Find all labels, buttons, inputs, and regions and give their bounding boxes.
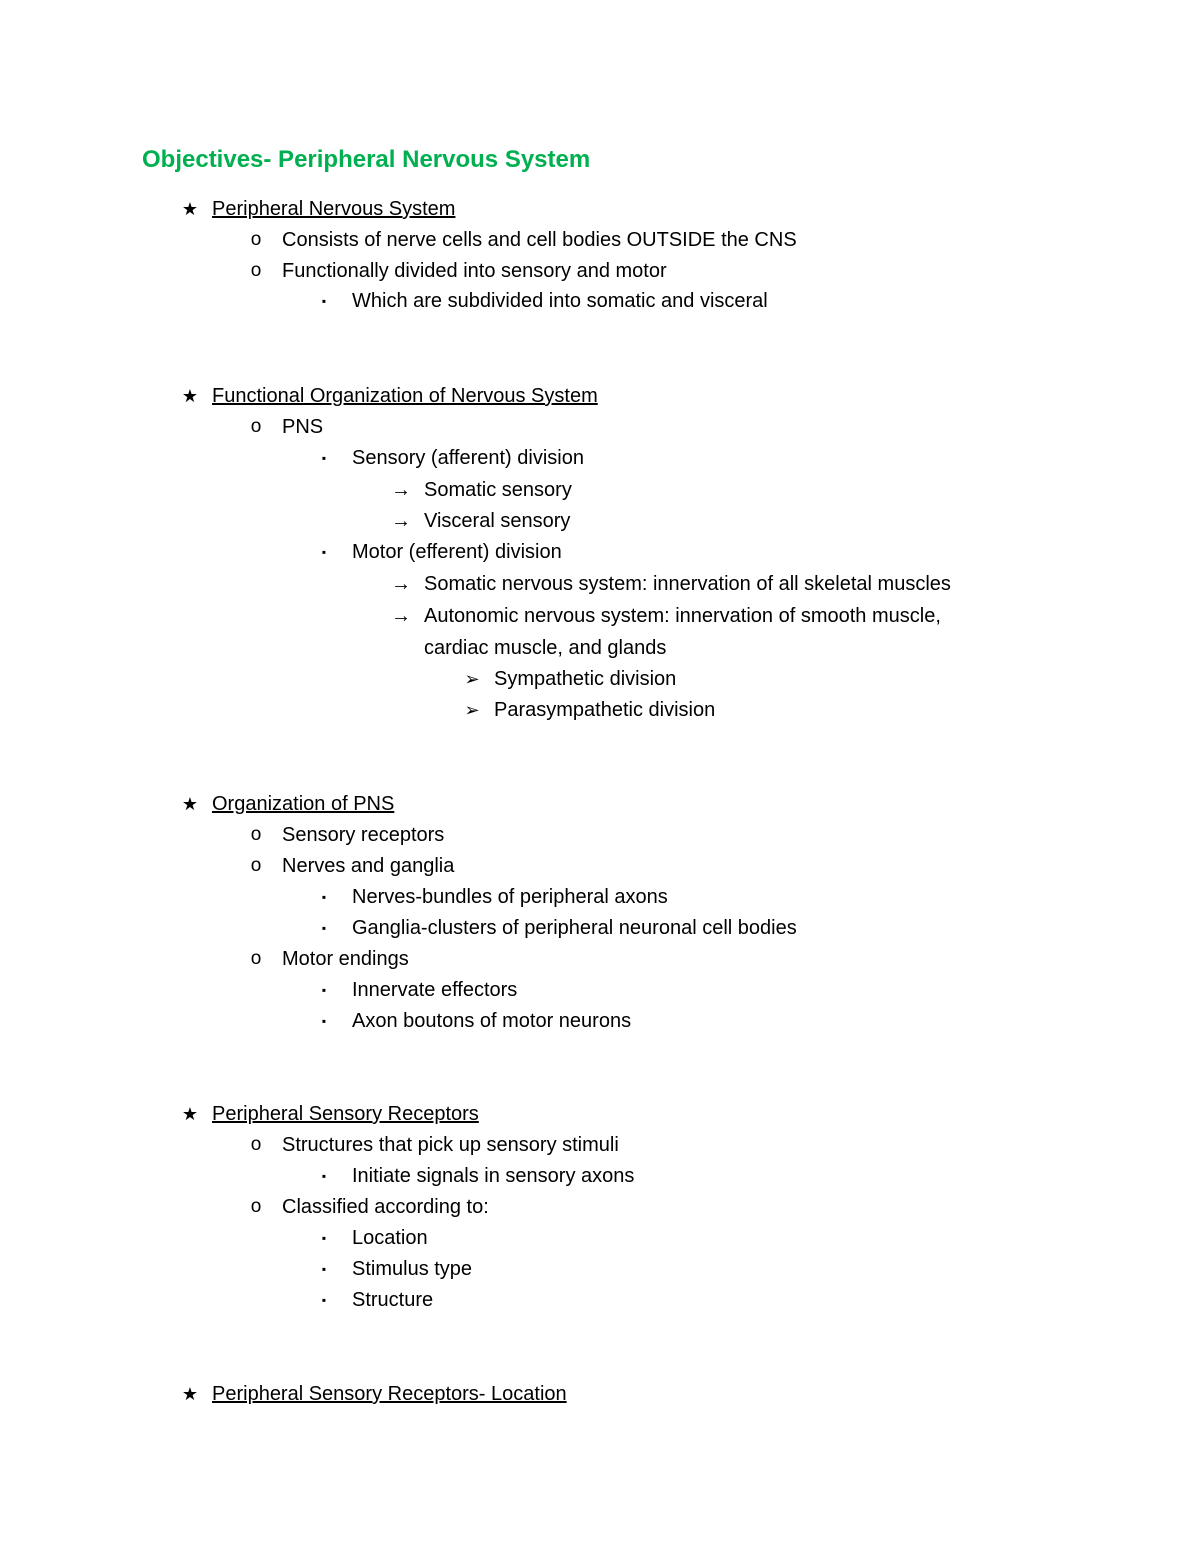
circle-bullet-icon: o xyxy=(250,824,262,845)
circle-bullet-icon: o xyxy=(250,229,262,250)
star-bullet-icon: ★ xyxy=(181,199,199,219)
chevron-bullet-icon: ➢ xyxy=(464,700,480,720)
circle-bullet-icon: o xyxy=(250,948,262,969)
square-bullet-icon: ▪ xyxy=(321,1262,327,1276)
arrow-bullet-icon: → xyxy=(391,479,411,501)
star-bullet-icon: ★ xyxy=(181,386,199,406)
circle-bullet-icon: o xyxy=(250,416,262,437)
arrow-bullet-icon: → xyxy=(391,573,411,595)
chevron-bullet-icon: ➢ xyxy=(464,669,480,689)
star-bullet-icon: ★ xyxy=(181,794,199,814)
square-bullet-icon: ▪ xyxy=(321,545,327,559)
square-bullet-icon: ▪ xyxy=(321,983,327,997)
square-bullet-icon: ▪ xyxy=(321,294,327,308)
list-item-continuation: cardiac muscle, and glands xyxy=(424,637,667,659)
star-bullet-icon: ★ xyxy=(181,1104,199,1124)
square-bullet-icon: ▪ xyxy=(321,1293,327,1307)
circle-bullet-icon: o xyxy=(250,260,262,281)
document-page: Objectives- Peripheral Nervous System ★ Peripheral Nervous System o Consists of nerve cells and cell bodies OUTSIDE the CNS o Functionally divided into sensory and motor ▪ Which are subdivided into somatic and visceral ★ Functional Organization of Nervous System o PNS ▪ Sensory (afferent) division → Somatic sensory → Visceral sensory ▪ Motor (efferent) division → Somatic nervous system: innervation of all skeletal muscles → Autonomic nervous system: innervation of smooth muscle, cardiac muscle, and glands ➢ Sympathetic division ➢ Parasympathetic division ★ Organization of PNS o Sensory receptors o Nerves and ganglia ▪ Nerves-bundles of peripheral axons ▪ Ganglia-clusters of peripheral neuronal cell bodies o Motor endings ▪ Innervate effectors ▪ Axon boutons of motor neurons ★ Peripheral Sensory Receptors o Structures that pick up sensory stimuli ▪ Initiate signals in sensory axons o Classified according to: ▪ Location ▪ Stimulus type ▪ Structure ★ Peripheral Sensory Receptors- Location xyxy=(0,0,1200,1553)
square-bullet-icon: ▪ xyxy=(321,921,327,935)
square-bullet-icon: ▪ xyxy=(321,1169,327,1183)
square-bullet-icon: ▪ xyxy=(321,1014,327,1028)
star-bullet-icon: ★ xyxy=(181,1384,199,1404)
circle-bullet-icon: o xyxy=(250,855,262,876)
square-bullet-icon: ▪ xyxy=(321,451,327,465)
square-bullet-icon: ▪ xyxy=(321,890,327,904)
circle-bullet-icon: o xyxy=(250,1196,262,1217)
circle-bullet-icon: o xyxy=(250,1134,262,1155)
page-title: Objectives- Peripheral Nervous System xyxy=(142,146,591,173)
square-bullet-icon: ▪ xyxy=(321,1231,327,1245)
arrow-bullet-icon: → xyxy=(391,605,411,627)
arrow-bullet-icon: → xyxy=(391,510,411,532)
